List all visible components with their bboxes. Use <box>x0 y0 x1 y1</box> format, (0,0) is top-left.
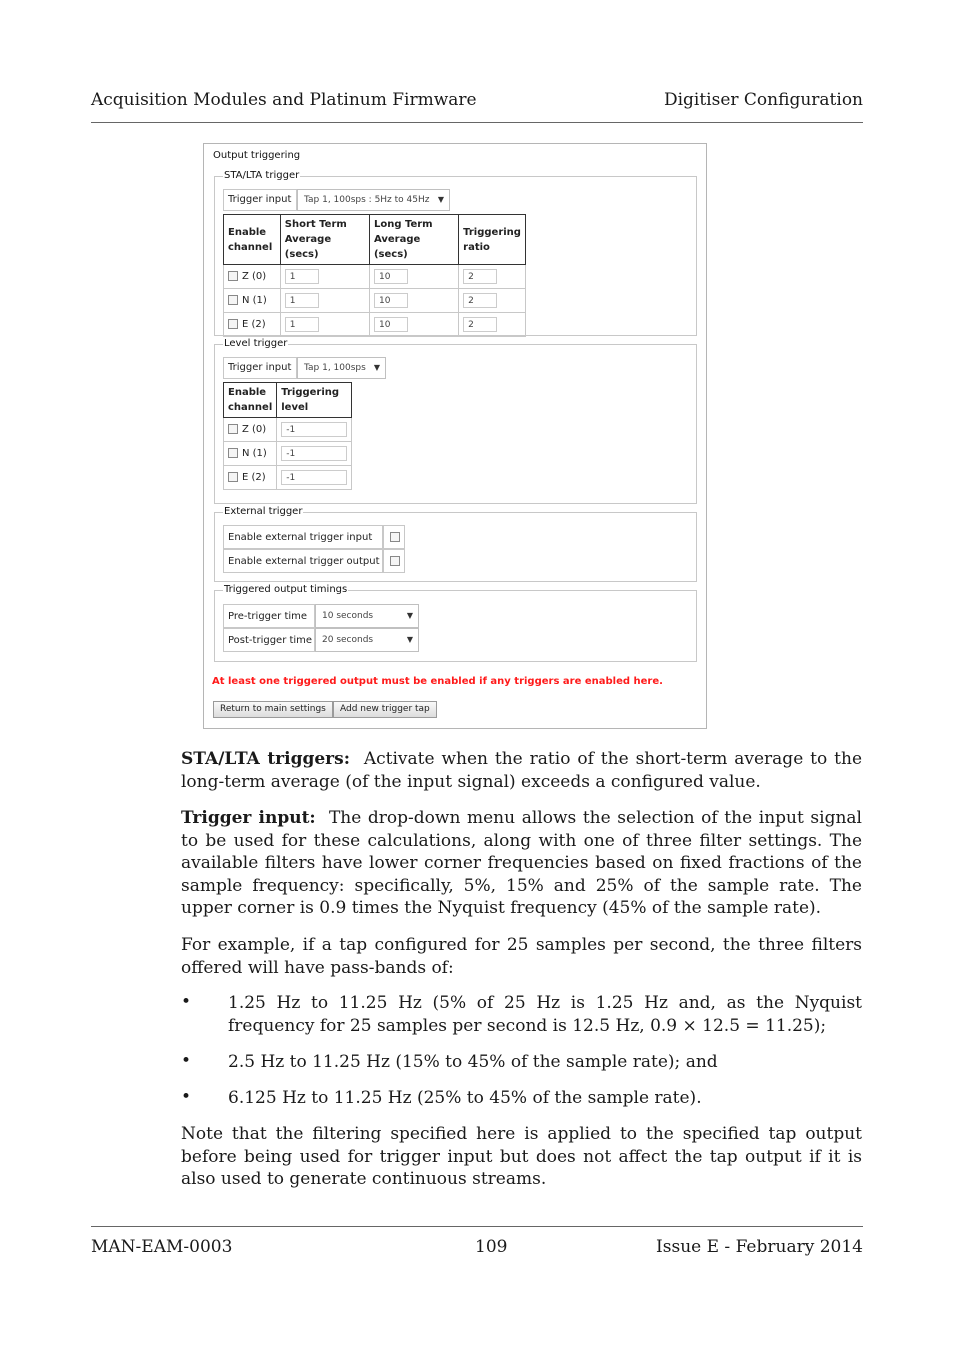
col-level-line1: Triggering <box>281 387 340 398</box>
channel-label: E (2) <box>242 472 266 483</box>
col-triggering-ratio <box>459 215 526 265</box>
col-lta-line1: Long Term <box>373 219 433 230</box>
enable-checkbox[interactable] <box>228 319 238 329</box>
channel-cell <box>224 313 281 337</box>
output-triggering-legend: Output triggering <box>213 150 301 161</box>
enable-external-output-cell <box>383 549 405 573</box>
external-trigger-legend: External trigger <box>224 506 303 517</box>
enable-external-output-label: Enable external trigger output <box>228 556 380 567</box>
pre-trigger-value: 10 seconds <box>322 611 374 621</box>
post-trigger-value: 20 seconds <box>322 635 374 645</box>
level-input[interactable]: -1 <box>281 422 347 437</box>
channel-label: Z (0) <box>242 424 267 435</box>
level-trigger-input-select[interactable] <box>297 357 386 379</box>
enable-checkbox[interactable] <box>228 271 238 281</box>
channel-label: E (2) <box>242 319 266 330</box>
paragraph-example: For example, if a tap configured for 25 samples per second, the three filters offered will have pass-bands of: <box>181 935 862 978</box>
enable-checkbox[interactable] <box>228 424 238 434</box>
channel-cell <box>224 418 277 442</box>
ratio-input[interactable]: 2 <box>463 269 497 284</box>
channel-label: Z (0) <box>242 271 267 282</box>
level-input[interactable]: -1 <box>281 470 347 485</box>
table-row <box>224 418 352 442</box>
enable-external-input-label: Enable external trigger input <box>228 532 373 543</box>
channel-label: N (1) <box>242 295 267 306</box>
sta-lta-trigger-input-value: Tap 1, 100sps : 5Hz to 45Hz <box>304 195 430 205</box>
trigger-input-label: Trigger input <box>228 362 292 373</box>
sta-cell <box>280 313 369 337</box>
col-ratio-line1: Triggering <box>463 226 521 238</box>
enable-external-input-checkbox[interactable] <box>390 532 400 542</box>
col-enable-line2: channel <box>228 241 273 253</box>
enable-checkbox[interactable] <box>228 472 238 482</box>
level-trigger-input-value: Tap 1, 100sps <box>304 363 366 373</box>
col-sta-line1: Short Term <box>284 219 347 230</box>
ratio-cell <box>459 289 526 313</box>
col-long-term <box>369 215 458 265</box>
document-id: MAN-EAM-0003 <box>91 1237 233 1257</box>
enable-external-input-row <box>223 525 383 549</box>
level-input[interactable]: -1 <box>281 446 347 461</box>
term-trigger-input: Trigger input: <box>181 808 316 828</box>
level-cell <box>277 418 352 442</box>
level-cell <box>277 466 352 490</box>
sta-input[interactable]: 1 <box>285 269 319 284</box>
return-to-main-settings-button[interactable]: Return to main settings <box>213 701 333 718</box>
level-trigger-input-label-box <box>223 357 297 379</box>
lta-input[interactable]: 10 <box>374 293 408 308</box>
channel-cell <box>224 442 277 466</box>
paragraph-trigger-input-text: The drop-down menu allows the selection of the input signal to be used for these calculations, along with one of three filter settings. The available filters have lower corner frequencies based on fixed fractions of the sample frequency: specifically, 5%, 15% and 25% of the sample rate. The upper corner is 0.9 times the Nyquist frequency (45% of the sample rate). <box>181 808 862 918</box>
col-enable-line1: Enable <box>228 226 267 238</box>
trigger-input-label-box <box>223 189 297 211</box>
level-header-row <box>224 383 352 418</box>
channel-cell <box>224 466 277 490</box>
channel-cell <box>224 265 281 289</box>
bullet-marker: • <box>181 992 192 1012</box>
paragraph-trigger-input <box>181 807 862 920</box>
header-rule <box>91 122 863 123</box>
chevron-down-icon: ▼ <box>373 363 380 372</box>
col-enable-channel <box>224 383 277 418</box>
output-triggering-screenshot <box>203 143 707 729</box>
table-row <box>224 289 526 313</box>
channel-label: N (1) <box>242 448 267 459</box>
channel-cell <box>224 289 281 313</box>
level-trigger-legend: Level trigger <box>224 338 288 349</box>
lta-cell <box>369 313 458 337</box>
table-row <box>224 442 352 466</box>
sta-lta-legend: STA/LTA trigger <box>224 170 300 181</box>
issue-date: Issue E - February 2014 <box>656 1237 863 1257</box>
lta-input[interactable]: 10 <box>374 317 408 332</box>
sta-input[interactable]: 1 <box>285 293 319 308</box>
ratio-cell <box>459 265 526 289</box>
chevron-down-icon: ▼ <box>406 611 413 620</box>
sta-lta-trigger-input-select[interactable] <box>297 189 450 211</box>
enable-external-output-row <box>223 549 383 573</box>
post-trigger-label-box <box>223 628 315 652</box>
chevron-down-icon: ▼ <box>406 635 413 644</box>
warning-message: At least one triggered output must be enabled if any triggers are enabled here. <box>212 676 663 687</box>
timings-group <box>214 584 697 662</box>
ratio-input[interactable]: 2 <box>463 317 497 332</box>
bullet-item: 2.5 Hz to 11.25 Hz (15% to 45% of the sample rate); and <box>228 1052 718 1072</box>
paragraph-sta-lta <box>181 748 862 793</box>
ratio-input[interactable]: 2 <box>463 293 497 308</box>
bullet-item: 1.25 Hz to 11.25 Hz (5% of 25 Hz is 1.25 Hz and, as the Nyquist frequency for 25 samples per second is 12.5 Hz, 0.9 × 12.5 = 11.25); <box>228 993 862 1036</box>
col-level-line2: level <box>281 402 309 413</box>
pre-trigger-label-box <box>223 604 315 628</box>
col-lta-line2: Average (secs) <box>373 234 421 260</box>
sta-lta-group <box>214 170 697 336</box>
bullet-marker: • <box>181 1051 192 1071</box>
chevron-down-icon: ▼ <box>437 195 444 204</box>
lta-input[interactable]: 10 <box>374 269 408 284</box>
level-cell <box>277 442 352 466</box>
table-row <box>224 466 352 490</box>
sta-cell <box>280 265 369 289</box>
add-new-trigger-tap-button[interactable]: Add new trigger tap <box>333 701 437 718</box>
enable-checkbox[interactable] <box>228 295 238 305</box>
paragraph-sta-lta-text: Activate when the ratio of the short-term average to the long-term average (of the input signal) exceeds a configured value. <box>181 749 863 792</box>
bullet-marker: • <box>181 1087 192 1107</box>
timings-legend: Triggered output timings <box>224 584 348 595</box>
sta-lta-table <box>223 214 526 337</box>
ratio-cell <box>459 313 526 337</box>
level-trigger-group <box>214 338 697 504</box>
external-trigger-group <box>214 506 697 582</box>
col-ratio-line2: ratio <box>463 241 490 253</box>
sta-lta-header-row <box>224 215 526 265</box>
sta-input[interactable]: 1 <box>285 317 319 332</box>
enable-external-output-checkbox[interactable] <box>390 556 400 566</box>
table-row <box>224 265 526 289</box>
header-title: Acquisition Modules and Platinum Firmware <box>91 90 477 110</box>
col-enable-line1: Enable <box>228 387 267 398</box>
footer-rule <box>91 1226 863 1227</box>
header-section: Digitiser Configuration <box>663 90 863 110</box>
post-trigger-select[interactable] <box>315 628 419 652</box>
pre-trigger-select[interactable] <box>315 604 419 628</box>
col-enable-channel <box>224 215 281 265</box>
paragraph-note: Note that the filtering specified here is applied to the specified tap output before being used for trigger input but does not affect the tap output if it is also used to generate continuous streams. <box>181 1124 862 1189</box>
page-number: 109 <box>475 1237 508 1257</box>
col-short-term <box>280 215 369 265</box>
col-triggering-level <box>277 383 352 418</box>
bullet-item: 6.125 Hz to 11.25 Hz (25% to 45% of the sample rate). <box>228 1088 702 1108</box>
col-enable-line2: channel <box>228 402 273 413</box>
enable-external-input-cell <box>383 525 405 549</box>
lta-cell <box>369 289 458 313</box>
table-row <box>224 313 526 337</box>
col-sta-line2: Average (secs) <box>284 234 332 260</box>
sta-cell <box>280 289 369 313</box>
post-trigger-label: Post-trigger time <box>228 635 313 646</box>
lta-cell <box>369 265 458 289</box>
enable-checkbox[interactable] <box>228 448 238 458</box>
pre-trigger-label: Pre-trigger time <box>228 611 308 622</box>
trigger-input-label: Trigger input <box>228 194 292 205</box>
term-sta-lta: STA/LTA triggers: <box>181 749 350 769</box>
level-table <box>223 382 352 490</box>
